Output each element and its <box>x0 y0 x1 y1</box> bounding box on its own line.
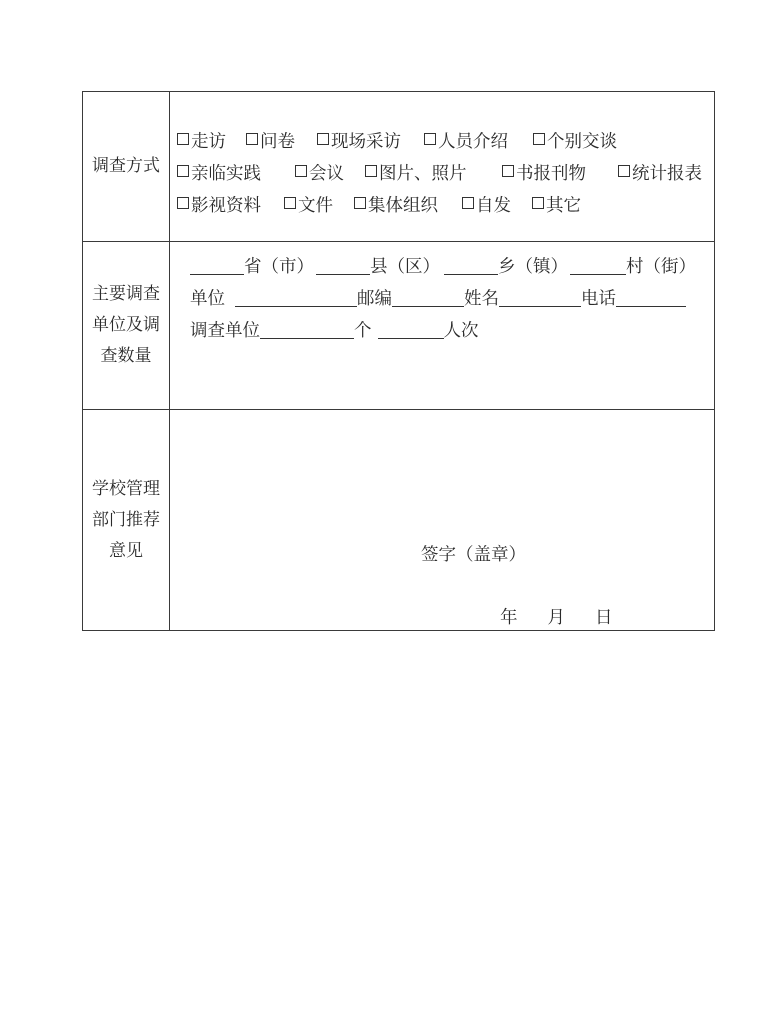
checkbox-option[interactable]: 亲临实践 <box>177 160 295 185</box>
checkbox-icon[interactable] <box>295 165 307 177</box>
name-blank[interactable] <box>499 288 581 307</box>
checkbox-option[interactable]: 书报刊物 <box>502 160 618 185</box>
checkbox-icon[interactable] <box>177 197 189 209</box>
checkbox-option[interactable]: 图片、照片 <box>365 160 502 185</box>
method-line-3 <box>177 188 714 220</box>
checkbox-option[interactable]: 问卷 <box>246 128 317 153</box>
checkbox-icon[interactable] <box>284 197 296 209</box>
day-label: 日 <box>595 608 613 628</box>
unit-blank[interactable] <box>235 288 357 307</box>
checkbox-option[interactable]: 现场采访 <box>317 128 424 153</box>
address-line: 省（市） 县（区） 乡（镇） 村（街） <box>190 249 714 281</box>
phone-blank[interactable] <box>616 288 686 307</box>
opinion-cell[interactable] <box>170 410 715 631</box>
signature-label: 签字（盖章） <box>421 545 526 565</box>
checkbox-icon[interactable] <box>177 133 189 145</box>
checkbox-icon[interactable] <box>462 197 474 209</box>
year-label: 年 <box>500 608 518 628</box>
checkbox-option[interactable]: 个别交谈 <box>533 128 617 153</box>
county-blank[interactable] <box>316 256 370 275</box>
checkbox-option[interactable]: 其它 <box>532 192 581 217</box>
method-line-2 <box>177 156 714 188</box>
checkbox-icon[interactable] <box>317 133 329 145</box>
checkbox-option[interactable]: 人员介绍 <box>424 128 533 153</box>
units-label: 主要调查 单位及调 查数量 <box>83 242 170 410</box>
checkbox-icon[interactable] <box>533 133 545 145</box>
checkbox-option[interactable]: 统计报表 <box>618 160 702 185</box>
units-row <box>83 242 715 410</box>
checkbox-option[interactable]: 文件 <box>284 192 354 217</box>
survey-form-table <box>82 91 715 631</box>
method-line-1 <box>177 124 714 156</box>
checkbox-option[interactable]: 自发 <box>462 192 532 217</box>
checkbox-option[interactable]: 影视资料 <box>177 192 284 217</box>
method-options-cell <box>170 92 715 242</box>
checkbox-option[interactable]: 集体组织 <box>354 192 462 217</box>
checkbox-icon[interactable] <box>177 165 189 177</box>
village-blank[interactable] <box>570 256 626 275</box>
checkbox-option[interactable]: 会议 <box>295 160 365 185</box>
checkbox-icon[interactable] <box>424 133 436 145</box>
unit-count-blank[interactable] <box>260 320 354 339</box>
checkbox-icon[interactable] <box>246 133 258 145</box>
checkbox-icon[interactable] <box>532 197 544 209</box>
count-line: 调查单位 个 人次 <box>190 320 479 341</box>
method-label: 调查方式 <box>83 92 170 242</box>
checkbox-icon[interactable] <box>618 165 630 177</box>
method-row <box>83 92 715 242</box>
checkbox-icon[interactable] <box>502 165 514 177</box>
person-times-blank[interactable] <box>378 320 444 339</box>
month-label: 月 <box>547 608 565 628</box>
postcode-blank[interactable] <box>392 288 464 307</box>
province-blank[interactable] <box>190 256 244 275</box>
checkbox-icon[interactable] <box>354 197 366 209</box>
opinion-label: 学校管理 部门推荐 意见 <box>83 410 170 631</box>
opinion-row <box>83 410 715 631</box>
units-fields-cell <box>170 242 715 410</box>
contact-line: 单位 邮编 姓名 电话 <box>190 281 714 313</box>
checkbox-option[interactable]: 走访 <box>177 128 246 153</box>
checkbox-icon[interactable] <box>365 165 377 177</box>
date-line <box>500 604 613 629</box>
township-blank[interactable] <box>444 256 498 275</box>
